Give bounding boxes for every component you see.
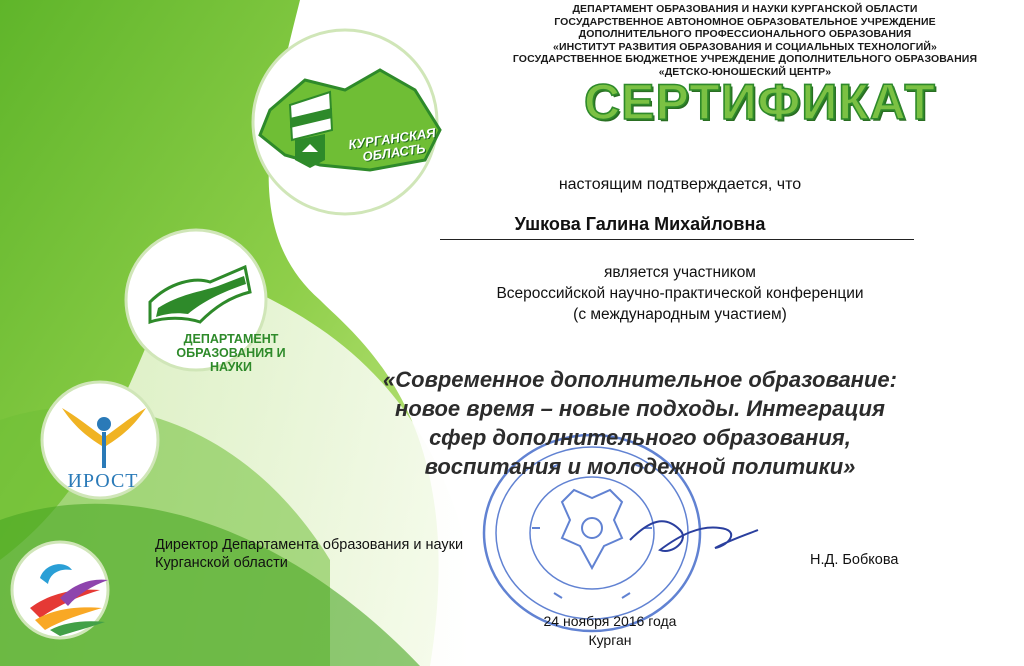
department-flag-icon [140,262,260,332]
participant-line: (с международным участием) [573,306,787,323]
issue-city: Курган [588,632,632,648]
issue-date: 24 ноября 2016 года [543,613,677,629]
header-line: ДЕПАРТАМЕНТ ОБРАЗОВАНИЯ И НАУКИ КУРГАНСКОЙ ОБЛАСТИ [572,3,918,15]
confirm-text: настоящим подтверждается, что [558,176,802,193]
handwritten-signature [620,500,760,570]
header-line: «ДЕТСКО-ЮНОШЕСКИЙ ЦЕНТР» [658,65,832,78]
header-line: ГОСУДАРСТВЕННОЕ БЮДЖЕТНОЕ УЧРЕЖДЕНИЕ ДОПОЛНИТЕЛЬНОГО ОБРАЗОВАНИЯ [512,53,978,65]
participant-line: является участником [604,264,756,281]
recipient-name: Ушкова Галина Михайловна [514,214,766,234]
issuer-header [500,3,990,78]
director-name: Н.Д. Бобкова [810,552,899,568]
irost-figure-icon [58,402,150,472]
certificate-title: СЕРТИФИКАТ [584,74,936,130]
header-line: «ИНСТИТУТ РАЗВИТИЯ ОБРАЗОВАНИЯ И СОЦИАЛЬНЫХ ТЕХНОЛОГИЙ» [553,40,937,53]
youth-center-logo-icon [20,548,110,638]
region-label: КУРГАНСКАЯ ОБЛАСТЬ [347,125,437,165]
header-line: ДОПОЛНИТЕЛЬНОГО ПРОФЕССИОНАЛЬНОГО ОБРАЗОВАНИЯ [578,28,912,40]
conference-line: «Современное дополнительное образование: [383,367,897,392]
position-line: Курганской области [155,555,288,571]
participant-line: Всероссийской научно-практической конференции [496,285,864,302]
header-line: ГОСУДАРСТВЕННОЕ АВТОНОМНОЕ ОБРАЗОВАТЕЛЬНОЕ УЧРЕЖДЕНИЕ [554,15,936,28]
director-position [155,536,515,572]
conference-line: воспитания и молодежной политики» [424,454,856,479]
name-underline [440,239,914,240]
position-line: Директор Департамента образования и науки [155,537,464,553]
participant-text [420,262,940,325]
conference-title [300,365,980,481]
department-label: ДЕПАРТАМЕНТ ОБРАЗОВАНИЯ И НАУКИ [176,332,286,374]
conference-line: новое время – новые подходы. Интеграция [395,396,885,421]
irost-label: ИРОСТ [67,470,139,492]
conference-line: сфер дополнительного образования, [429,425,851,450]
